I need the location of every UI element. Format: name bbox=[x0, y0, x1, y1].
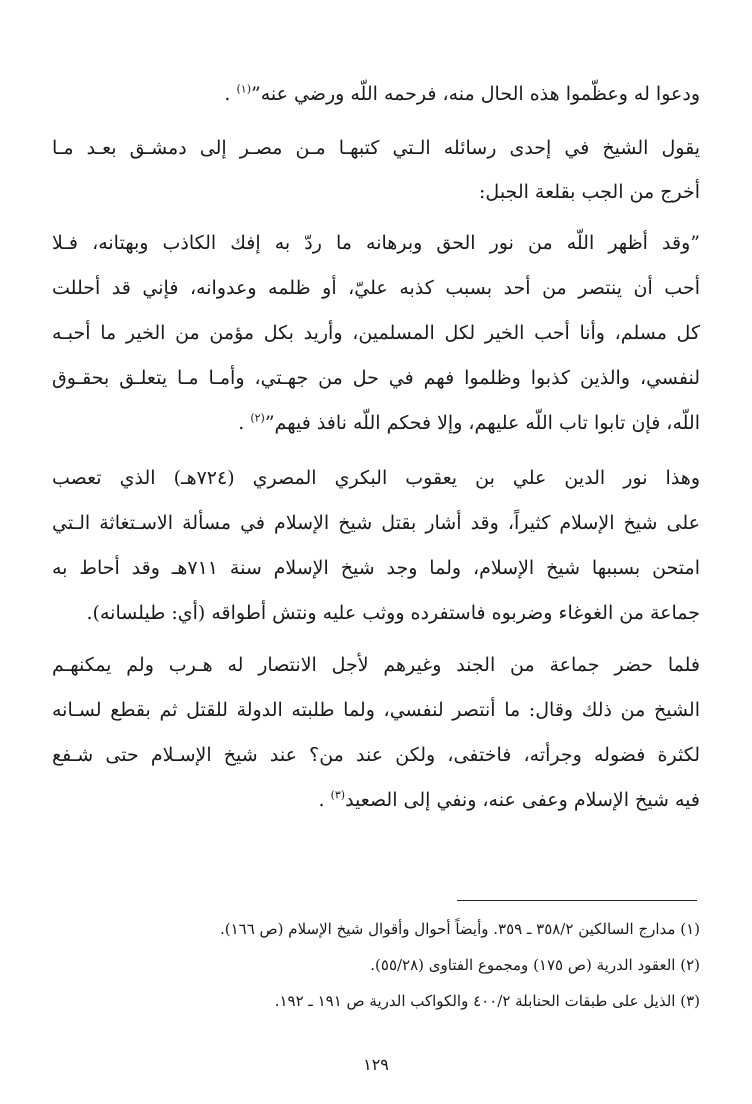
text-line bbox=[52, 778, 700, 822]
footnote-text: (١) مدارج السالكين ٣٥٨/٢ ـ ٣٥٩. وأيضاً أحوال وأقوال شيخ الإسلام (ص ١٦٦). bbox=[219, 920, 700, 938]
line-tail: . bbox=[238, 412, 251, 434]
text-line bbox=[52, 126, 700, 170]
text-line bbox=[52, 401, 700, 445]
line-tail: . bbox=[318, 789, 331, 811]
text-line bbox=[52, 170, 700, 214]
text-line bbox=[52, 311, 700, 355]
line-text: امتحن بسببها شيخ الإسلام، ولما وجد شيخ الإسلام سنة ٧١١هـ وقد أحاط به bbox=[52, 557, 700, 579]
text-line bbox=[52, 501, 700, 545]
text-line bbox=[52, 72, 700, 116]
footnote-text: (٢) العقود الدرية (ص ١٧٥) ومجموع الفتاوى (٥٥/٢٨). bbox=[370, 956, 700, 974]
line-text: أخرج من الجب بقلعة الجبل: bbox=[479, 181, 700, 203]
text-line bbox=[52, 733, 700, 777]
page-number: ١٢٩ bbox=[363, 1055, 389, 1074]
footnote bbox=[52, 912, 700, 946]
line-text: فلما حضر جماعة من الجند وغيرهم لأجل الانتصار له هـرب ولم يمكنهـم bbox=[52, 654, 700, 676]
line-text: ”وقد أظهر اللّه من نور الحق وبرهانه ما ردّ به إفك الكاذب وبهتانه، فـلا bbox=[52, 232, 700, 254]
footnote bbox=[52, 948, 700, 982]
text-line bbox=[52, 546, 700, 590]
text-line bbox=[52, 643, 700, 687]
line-text: وهذا نور الدين علي بن يعقوب البكري المصري (٧٢٤هـ) الذي تعصب bbox=[52, 467, 700, 489]
line-text: الشيخ من ذلك وقال: ما أنتصر لنفسي، ولما طلبته الدولة للقتل ثم بقطع لسـانه bbox=[52, 699, 700, 721]
footnote-ref: (٣) bbox=[330, 788, 346, 802]
footnote bbox=[52, 984, 700, 1018]
text-line bbox=[52, 356, 700, 400]
text-line bbox=[52, 221, 700, 265]
line-text: لنفسي، والذين كذبوا وظلموا فهم في حل من جهـتي، وأمـا مـا يتعلـق بحقـوق bbox=[52, 367, 700, 389]
line-text: لكثرة فضوله وجرأته، فاختفى، ولكن عند من؟ عند شيخ الإسـلام حتى شـفع bbox=[52, 744, 700, 766]
line-text: ودعوا له وعظّموا هذه الحال منه، فرحمه اللّه ورضي عنه” bbox=[251, 83, 700, 105]
footnote-ref: (١) bbox=[236, 82, 251, 96]
text-line bbox=[52, 688, 700, 732]
line-text: يقول الشيخ في إحدى رسائله الـتي كتبهـا مـن مصـر إلى دمشـق بعـد مـا bbox=[52, 137, 700, 159]
line-text: جماعة من الغوغاء وضربوه فاستفرده ووثب عليه ونتش أطواقه (أي: طيلسانه). bbox=[86, 602, 700, 624]
text-line bbox=[52, 591, 700, 635]
line-tail: . bbox=[224, 83, 237, 105]
footnote-ref: (٢) bbox=[250, 411, 265, 425]
line-text: اللّه، فإن تابوا تاب اللّه عليهم، وإلا فحكم اللّه نافذ فيهم” bbox=[264, 412, 700, 434]
footnote-divider bbox=[457, 900, 697, 901]
line-text: كل مسلم، وأنا أحب الخير لكل المسلمين، وأريد بكل مؤمن من الخير ما أحبـه bbox=[52, 322, 700, 344]
footnote-text: (٣) الذيل على طبقات الحنابلة ٤٠٠/٢ والكواكب الدرية ص ١٩١ ـ ١٩٢. bbox=[274, 992, 700, 1010]
line-text: على شيخ الإسلام كثيراً، وقد أشار بقتل شيخ الإسلام في مسألة الاسـتغاثة الـتي bbox=[52, 512, 700, 534]
text-line bbox=[52, 266, 700, 310]
line-text: فيه شيخ الإسلام وعفى عنه، ونفي إلى الصعيد bbox=[345, 789, 700, 811]
text-line bbox=[52, 456, 700, 500]
line-text: أحب أن ينتصر من أحد بسبب كذبه عليّ، أو ظلمه وعدوانه، فإني قد أحللت bbox=[52, 277, 700, 299]
